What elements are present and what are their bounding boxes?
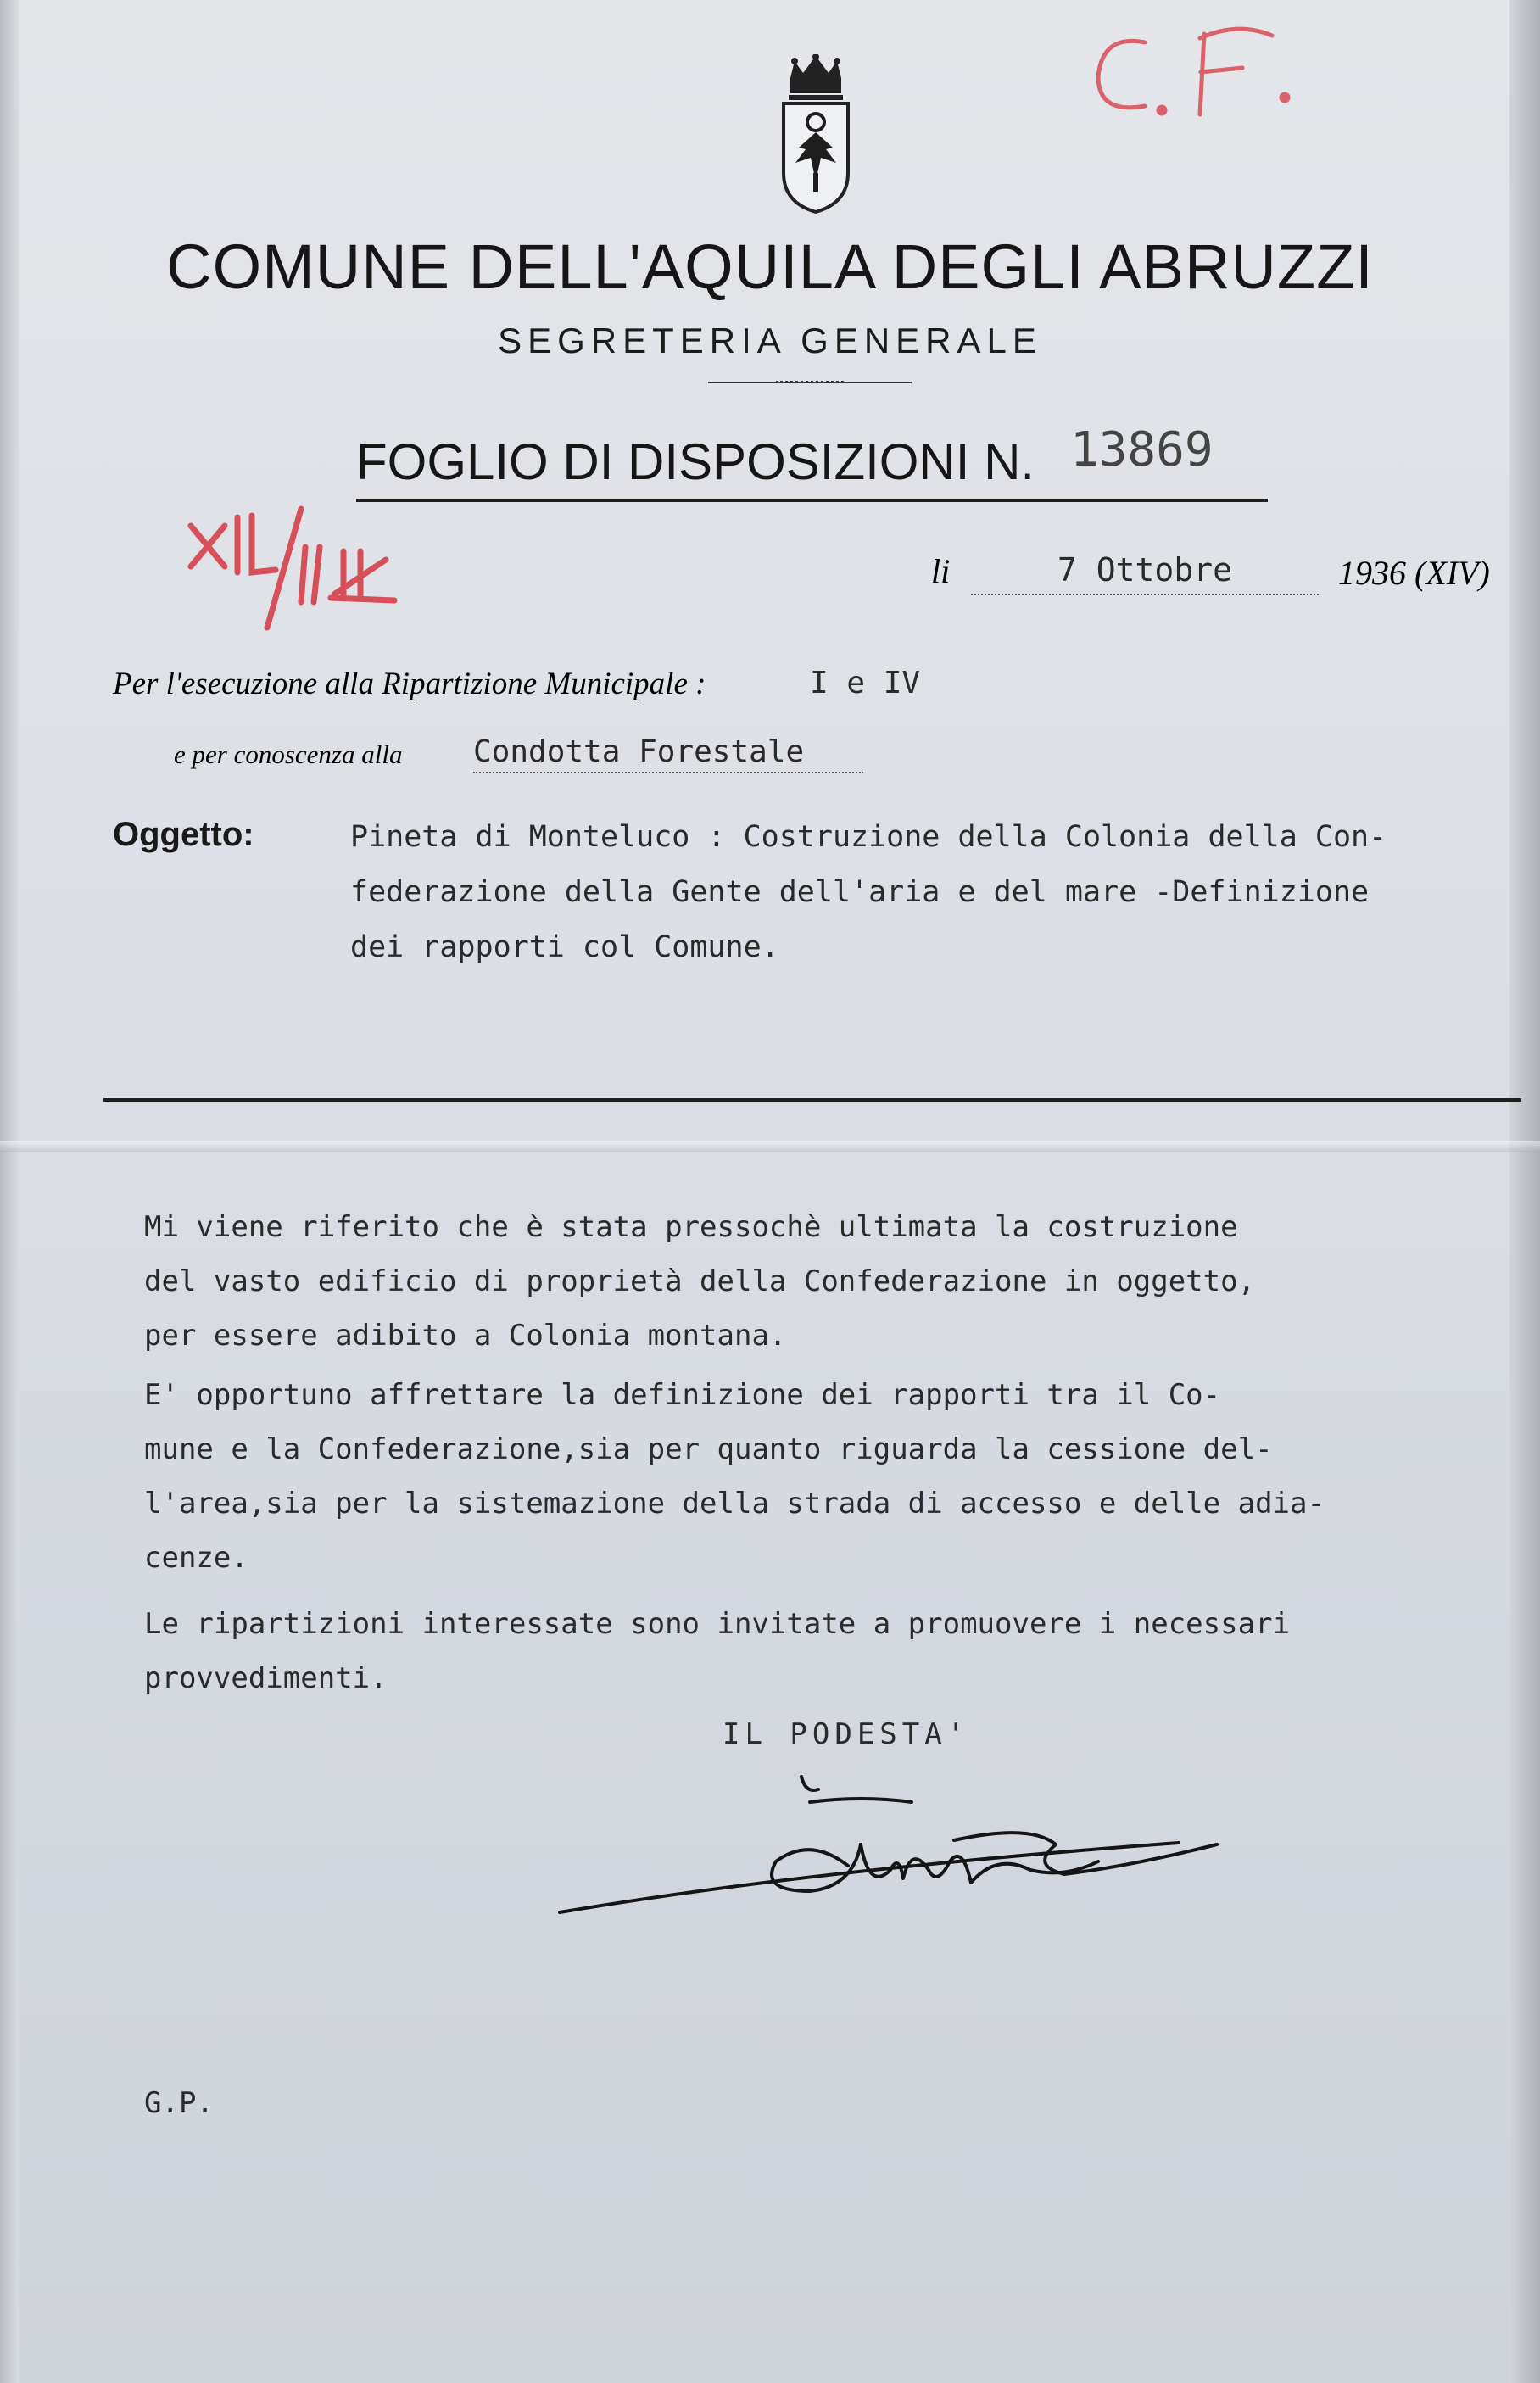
subject-text: Pineta di Monteluco : Costruzione della Colonia della Con- federazione della Gente dell'aria e del mare -Definizione dei rapporti col Comune. bbox=[350, 820, 1387, 964]
page-title: COMUNE DELL'AQUILA DEGLI ABRUZZI bbox=[166, 232, 1374, 302]
conoscenza-value: Condotta Forestale bbox=[473, 734, 863, 773]
body-paragraph-3: Le ripartizioni interessate sono invitate a promuovere i necessari provvedimenti. bbox=[144, 1607, 1291, 1695]
corner-mark-cf bbox=[1077, 17, 1306, 136]
municipal-crest-icon bbox=[773, 54, 858, 215]
body-paragraph-2: E' opportuno affrettare la definizione dei rapporti tra il Co- mune e la Confederazione,sia per quanto riguarda la cessione del- l'area,sia per la sistemazione della strada di accesso e delle adia- cenze. bbox=[144, 1378, 1325, 1575]
page-subtitle: SEGRETERIA GENERALE bbox=[498, 321, 1042, 360]
red-archive-stamp bbox=[174, 500, 428, 636]
date-day: 7 Ottobre bbox=[971, 551, 1319, 595]
title-divider bbox=[708, 382, 912, 383]
execution-label: Per l'esecuzione alla Ripartizione Municipale : bbox=[113, 667, 706, 701]
body-paragraph-1: Mi viene riferito che è stata pressochè ultimata la costruzione del vasto edificio di proprietà della Confederazione in oggetto, per essere adibito a Colonia montana. bbox=[144, 1210, 1256, 1353]
date-prefix: li bbox=[931, 552, 951, 590]
handwritten-signature bbox=[555, 1743, 1225, 1925]
foglio-label: FOGLIO DI DISPOSIZIONI N. bbox=[356, 433, 1035, 490]
foglio-number: 13869 bbox=[1070, 422, 1214, 477]
subject-label: Oggetto: bbox=[113, 816, 254, 853]
foglio-underline bbox=[356, 499, 1268, 502]
typist-initials: G.P. bbox=[144, 2086, 214, 2120]
section-divider bbox=[103, 1098, 1521, 1102]
signatory-title: IL PODESTA' bbox=[723, 1717, 970, 1751]
date-year: 1936 (XIV) bbox=[1338, 554, 1490, 592]
paper-fold bbox=[0, 1141, 1540, 1152]
conoscenza-label: e per conoscenza alla bbox=[174, 739, 403, 769]
execution-value: I e IV bbox=[810, 666, 921, 700]
